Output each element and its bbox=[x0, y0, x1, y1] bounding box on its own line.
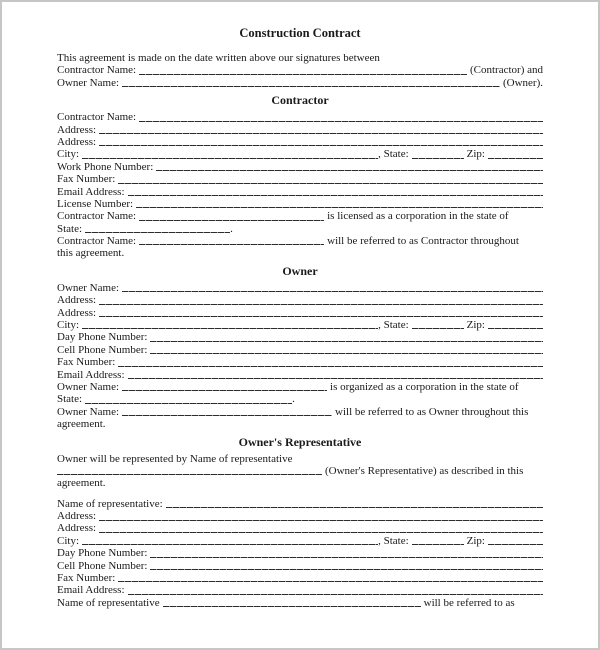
field-label: Contractor Name: bbox=[57, 64, 137, 77]
static-text: agreement. bbox=[57, 477, 106, 490]
field-label: Address: bbox=[57, 123, 97, 136]
form-line bbox=[57, 572, 543, 584]
field-label: Contractor Name: bbox=[57, 111, 137, 124]
block-owner-fields bbox=[57, 282, 543, 431]
field-label: Owner Name: bbox=[57, 281, 120, 294]
form-line bbox=[57, 331, 543, 343]
form-line bbox=[57, 381, 543, 393]
form-line bbox=[57, 64, 543, 76]
static-text: , State: bbox=[378, 319, 409, 332]
static-text: This agreement is made on the date written above our signatures between bbox=[57, 51, 380, 64]
blank-line bbox=[412, 320, 464, 329]
field-label: Fax Number: bbox=[57, 356, 116, 369]
form-line bbox=[57, 453, 543, 465]
static-text: is licensed as a corporation in the state of bbox=[327, 210, 509, 223]
form-line bbox=[57, 406, 543, 418]
field-label: City: bbox=[57, 319, 80, 332]
blank-line bbox=[156, 162, 543, 171]
blank-line bbox=[412, 536, 464, 545]
blank-line bbox=[128, 586, 543, 595]
document-title: Construction Contract bbox=[239, 26, 361, 40]
form-line bbox=[57, 319, 543, 331]
blank-line bbox=[139, 212, 324, 221]
field-label: Name of representative bbox=[57, 596, 160, 609]
form-line bbox=[57, 198, 543, 210]
form-line bbox=[57, 186, 543, 198]
form-line bbox=[57, 393, 543, 405]
form-line bbox=[57, 173, 543, 185]
blank-line bbox=[128, 187, 543, 196]
field-label: Address: bbox=[57, 294, 97, 307]
blank-line bbox=[163, 598, 421, 607]
field-label: City: bbox=[57, 534, 80, 547]
blank-line bbox=[122, 78, 500, 87]
static-text: will be referred to as bbox=[423, 596, 515, 609]
blank-line bbox=[139, 236, 324, 245]
field-label: License Number: bbox=[57, 197, 134, 210]
blank-line bbox=[150, 345, 543, 354]
blank-line bbox=[57, 466, 322, 475]
static-text: (Owner's Representative) as described in this bbox=[325, 464, 524, 477]
document-body bbox=[57, 52, 543, 609]
form-line bbox=[57, 124, 543, 136]
blank-line bbox=[85, 224, 230, 233]
form-line bbox=[57, 560, 543, 572]
blank-line bbox=[99, 296, 543, 305]
blank-line bbox=[128, 370, 543, 379]
field-label: Contractor Name: bbox=[57, 235, 137, 248]
blank-line bbox=[118, 175, 543, 184]
form-line bbox=[57, 356, 543, 368]
blank-line bbox=[118, 358, 543, 367]
form-line bbox=[57, 369, 543, 381]
field-label: Address: bbox=[57, 522, 97, 535]
field-label: Owner Name: bbox=[57, 380, 120, 393]
static-text: , State: bbox=[378, 148, 409, 161]
blank-line bbox=[136, 199, 543, 208]
block-representative-fields bbox=[57, 498, 543, 610]
field-label: Work Phone Number: bbox=[57, 160, 154, 173]
field-label: City: bbox=[57, 148, 80, 161]
field-label: Owner Name: bbox=[57, 76, 120, 89]
static-text: will be referred to as Contractor throughout bbox=[327, 235, 519, 248]
form-line bbox=[57, 477, 543, 489]
block-representative-intro bbox=[57, 453, 543, 490]
field-label: Owner Name: bbox=[57, 405, 120, 418]
static-text: is organized as a corporation in the state of bbox=[330, 380, 519, 393]
blank-line bbox=[82, 320, 378, 329]
blank-line bbox=[488, 536, 543, 545]
form-line bbox=[57, 498, 543, 510]
static-text: . bbox=[230, 222, 233, 235]
static-text: (Owner). bbox=[502, 76, 543, 89]
blank-line bbox=[118, 573, 543, 582]
blank-line bbox=[150, 333, 543, 342]
form-line bbox=[57, 418, 543, 430]
blank-line bbox=[82, 536, 378, 545]
field-label: Contractor Name: bbox=[57, 210, 137, 223]
static-text: Owner will be represented by Name of representative bbox=[57, 452, 293, 465]
form-line bbox=[57, 161, 543, 173]
static-text: will be referred to as Owner throughout this bbox=[335, 405, 529, 418]
field-label: Fax Number: bbox=[57, 572, 116, 585]
field-label: State: bbox=[57, 222, 83, 235]
blank-line bbox=[82, 150, 378, 159]
field-label: Email Address: bbox=[57, 185, 125, 198]
form-line bbox=[57, 77, 543, 89]
blank-line bbox=[139, 113, 543, 122]
form-line bbox=[57, 584, 543, 596]
section-heading-owners-representative: Owner's Representative bbox=[238, 434, 362, 449]
field-label: Address: bbox=[57, 135, 97, 148]
field-label: Name of representative: bbox=[57, 497, 163, 510]
blank-line bbox=[150, 561, 543, 570]
static-text: Zip: bbox=[466, 148, 485, 161]
blank-line bbox=[99, 308, 543, 317]
blank-line bbox=[99, 137, 543, 146]
field-label: Email Address: bbox=[57, 368, 125, 381]
static-text: , State: bbox=[378, 534, 409, 547]
block-agreement-intro bbox=[57, 52, 543, 89]
form-line bbox=[57, 535, 543, 547]
field-label: Fax Number: bbox=[57, 173, 116, 186]
blank-line bbox=[99, 524, 543, 533]
blank-line bbox=[99, 512, 543, 521]
section-heading-contractor: Contractor bbox=[271, 93, 329, 108]
form-line bbox=[57, 148, 543, 160]
blank-line bbox=[122, 382, 327, 391]
static-text: Zip: bbox=[466, 534, 485, 547]
form-line bbox=[57, 294, 543, 306]
blank-line bbox=[488, 150, 543, 159]
form-line bbox=[57, 111, 543, 123]
form-line bbox=[57, 344, 543, 356]
static-text: Zip: bbox=[466, 319, 485, 332]
blank-line bbox=[99, 125, 543, 134]
field-label: Cell Phone Number: bbox=[57, 343, 148, 356]
form-line bbox=[57, 136, 543, 148]
form-line bbox=[57, 52, 543, 64]
form-line bbox=[57, 547, 543, 559]
form-line bbox=[57, 465, 543, 477]
form-line bbox=[57, 307, 543, 319]
static-text: . bbox=[292, 393, 295, 406]
field-label: Day Phone Number: bbox=[57, 331, 148, 344]
blank-line bbox=[139, 66, 467, 75]
field-label: Email Address: bbox=[57, 584, 125, 597]
field-label: Address: bbox=[57, 510, 97, 523]
blank-line bbox=[150, 549, 543, 558]
block-contractor-fields bbox=[57, 111, 543, 260]
field-label: State: bbox=[57, 393, 83, 406]
form-line bbox=[57, 597, 543, 609]
form-line bbox=[57, 223, 543, 235]
static-text: (Contractor) and bbox=[470, 64, 543, 77]
form-line bbox=[57, 523, 543, 535]
form-line bbox=[57, 510, 543, 522]
blank-line bbox=[166, 499, 543, 508]
section-heading-owner: Owner bbox=[282, 263, 318, 278]
blank-line bbox=[85, 395, 292, 404]
static-text: agreement. bbox=[57, 418, 106, 431]
form-line bbox=[57, 247, 543, 259]
field-label: Day Phone Number: bbox=[57, 547, 148, 560]
blank-line bbox=[412, 150, 464, 159]
field-label: Cell Phone Number: bbox=[57, 559, 148, 572]
static-text: this agreement. bbox=[57, 247, 125, 260]
field-label: Address: bbox=[57, 306, 97, 319]
blank-line bbox=[122, 283, 543, 292]
blank-line bbox=[488, 320, 543, 329]
form-line bbox=[57, 235, 543, 247]
blank-line bbox=[122, 407, 332, 416]
form-line bbox=[57, 210, 543, 222]
form-line bbox=[57, 282, 543, 294]
